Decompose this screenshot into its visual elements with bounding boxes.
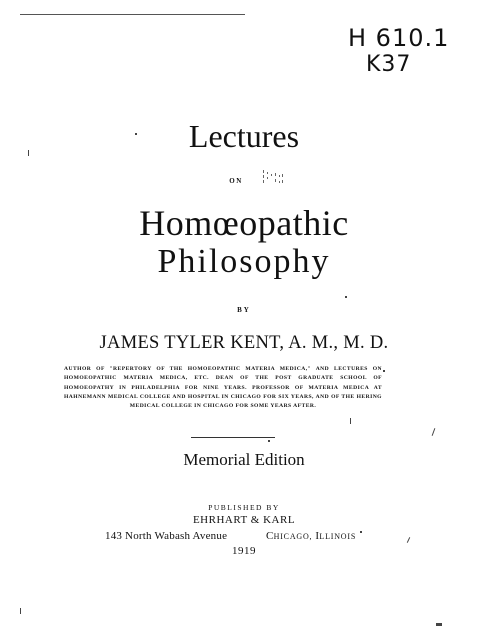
title-homoeopathic: Homœopathic	[139, 203, 349, 243]
library-stamp-mark	[262, 168, 284, 188]
speck	[20, 608, 21, 614]
city-initial: C	[266, 530, 274, 542]
speck	[407, 537, 410, 543]
city-rest: HICAGO,	[273, 532, 313, 541]
title-lectures: Lectures	[188, 118, 300, 154]
top-rule	[20, 14, 245, 15]
speck	[360, 531, 362, 533]
byline-by: BY	[237, 306, 251, 314]
speck	[345, 296, 347, 298]
speck	[383, 370, 385, 372]
title-connector: ON	[229, 177, 243, 185]
call-number-line2: K37	[366, 52, 412, 77]
publication-year: 1919	[232, 545, 256, 557]
speck	[432, 428, 436, 436]
state-rest: LLINOIS	[319, 532, 357, 541]
state-initial: I	[315, 530, 320, 542]
publisher-address: 143 North Wabash Avenue	[105, 530, 228, 542]
speck	[135, 133, 137, 135]
section-divider	[191, 437, 275, 438]
title-philosophy: Philosophy	[157, 243, 331, 280]
author-credentials: AUTHOR OF "REPERTORY OF THE HOMOEOPATHIC MATERIA MEDICA," AND LECTURES ON HOMOEOPATHIC MATERIA MEDICA, ETC. DEAN OF THE POST GRADUATE SCHOOL OF HOMOEOPATHY IN PHILADELPHIA FOR NINE YEARS. PROFESSOR OF MATERIA MEDICA AT HAHNEMANN MEDICAL COLLEGE AND HOSPITAL IN CHICAGO FOR SIX YEARS, AND OF THE HERING MEDICAL COLLEGE IN CHICAGO FOR SOME YEARS AFTER.	[64, 366, 382, 410]
speck	[436, 623, 442, 626]
edition-label: Memorial Edition	[183, 450, 305, 469]
speck	[28, 150, 29, 156]
published-by-label: PUBLISHED BY	[208, 503, 280, 512]
speck	[350, 418, 351, 424]
publisher-city	[266, 530, 356, 542]
publisher-name: EHRHART & KARL	[192, 514, 296, 526]
call-number-line1: H 610.1	[348, 24, 450, 52]
speck	[268, 440, 270, 442]
author-name: JAMES TYLER KENT, A. M., M. D.	[99, 333, 389, 353]
